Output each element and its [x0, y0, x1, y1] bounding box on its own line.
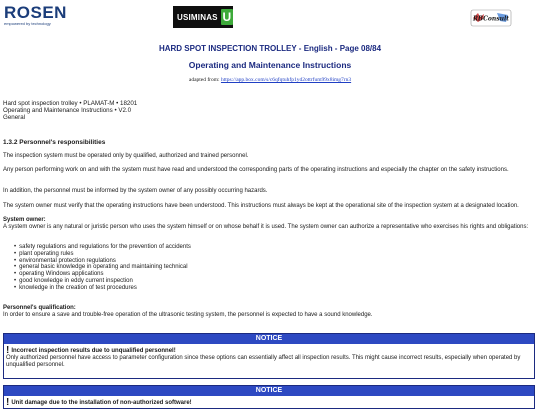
- usiminas-logo: [173, 6, 233, 28]
- list-item: • plant operating rules: [14, 251, 191, 258]
- exclamation-icon: !: [6, 397, 10, 408]
- page-subtitle: Operating and Maintenance Instructions: [188, 60, 352, 70]
- rosen-logo-tagline: empowered by technology: [4, 21, 51, 26]
- usiminas-logo-mark: U: [222, 10, 232, 24]
- qualification-heading: Personnel's qualification:: [3, 305, 76, 311]
- section-heading: 1.3.2 Personnel's responsibilities: [3, 139, 106, 146]
- list-item: • good knowledge in eddy current inspection: [14, 278, 191, 285]
- rosen-logo: [4, 3, 67, 26]
- notice-box: [3, 333, 535, 379]
- list-item: • operating Windows applications: [14, 271, 191, 278]
- exclamation-icon: !: [6, 345, 10, 356]
- notice-body: [4, 344, 534, 371]
- partner-badge-logo: [470, 9, 512, 27]
- notice-label: NOTICE: [4, 334, 534, 344]
- paragraph-qualification: In order to ensure a save and trouble-free operation of the ultrasonic testing system, the personnel is expected to have a sound knowledge.: [3, 312, 373, 318]
- adapted-from-label: adapted from:: [188, 77, 221, 83]
- paragraph-owner-verify: The system owner must verify that the operating instructions have been understood. This instructions must always be kept at the operational site of the inspection system at a designated location.: [3, 203, 519, 209]
- rosen-logo-name: ROSEN: [4, 3, 67, 22]
- adapted-from-line: [0, 77, 540, 83]
- list-item: • environmental protection regulations: [14, 258, 191, 265]
- usiminas-logo-name: USIMINAS: [177, 12, 218, 22]
- notice-text: Only authorized personnel have access to parameter configuration since these options can essentially affect all inspection results. This might cause incorrect results, especially when operated by unqualified personnel.: [6, 355, 521, 368]
- paragraph-qualified-personnel: The inspection system must be operated only by qualified, authorized and trained personnel.: [3, 153, 249, 159]
- list-item: • safety regulations and regulations for the prevention of accidents: [14, 244, 191, 251]
- meta-line-product: Hard spot inspection trolley • PLAMAT-M • 18201: [3, 100, 138, 107]
- notice-title: Unit damage due to the installation of non-authorized software!: [11, 400, 192, 406]
- meta-line-category: General: [3, 114, 26, 122]
- svg-text:RBConsult: RBConsult: [472, 15, 510, 23]
- notice-body: [4, 396, 534, 409]
- paragraph-read-instructions: Any person performing work on and with the system must have read and understood the corresponding parts of the operating instructions and especially the chapter on the safety instructions.: [3, 167, 509, 173]
- page-title: HARD SPOT INSPECTION TROLLEY - English - Page 08/84: [158, 44, 382, 53]
- source-link[interactable]: https://app.box.com/s/c6qfqtuhfp1yd2ottrfum99x8img7rn3: [220, 77, 352, 83]
- notice-title-line: [6, 398, 532, 407]
- obligations-list: [14, 244, 191, 292]
- paragraph-system-owner: A system owner is any natural or juristic person who uses the system himself or on whose behalf it is used. The system owner can authorize a representative who exercises his rights and obligations:: [3, 224, 529, 230]
- meta-line-manual: Operating and Maintenance Instructions • V2.0: [3, 107, 132, 115]
- notice-label: NOTICE: [4, 386, 534, 396]
- list-item: • general basic knowledge in operating and maintaining technical: [14, 264, 191, 271]
- notice-title: Incorrect inspection results due to unqualified personnel!: [11, 348, 176, 354]
- list-item: • knowledge in the creation of test procedures: [14, 285, 191, 292]
- paragraph-hazards: In addition, the personnel must be informed by the system owner of any possibly occurring hazards.: [3, 188, 268, 194]
- notice-box: [3, 385, 535, 409]
- document-meta: [3, 100, 137, 122]
- notice-title-line: [6, 346, 532, 355]
- system-owner-heading: System owner:: [3, 217, 46, 223]
- logo-bar: [0, 0, 540, 36]
